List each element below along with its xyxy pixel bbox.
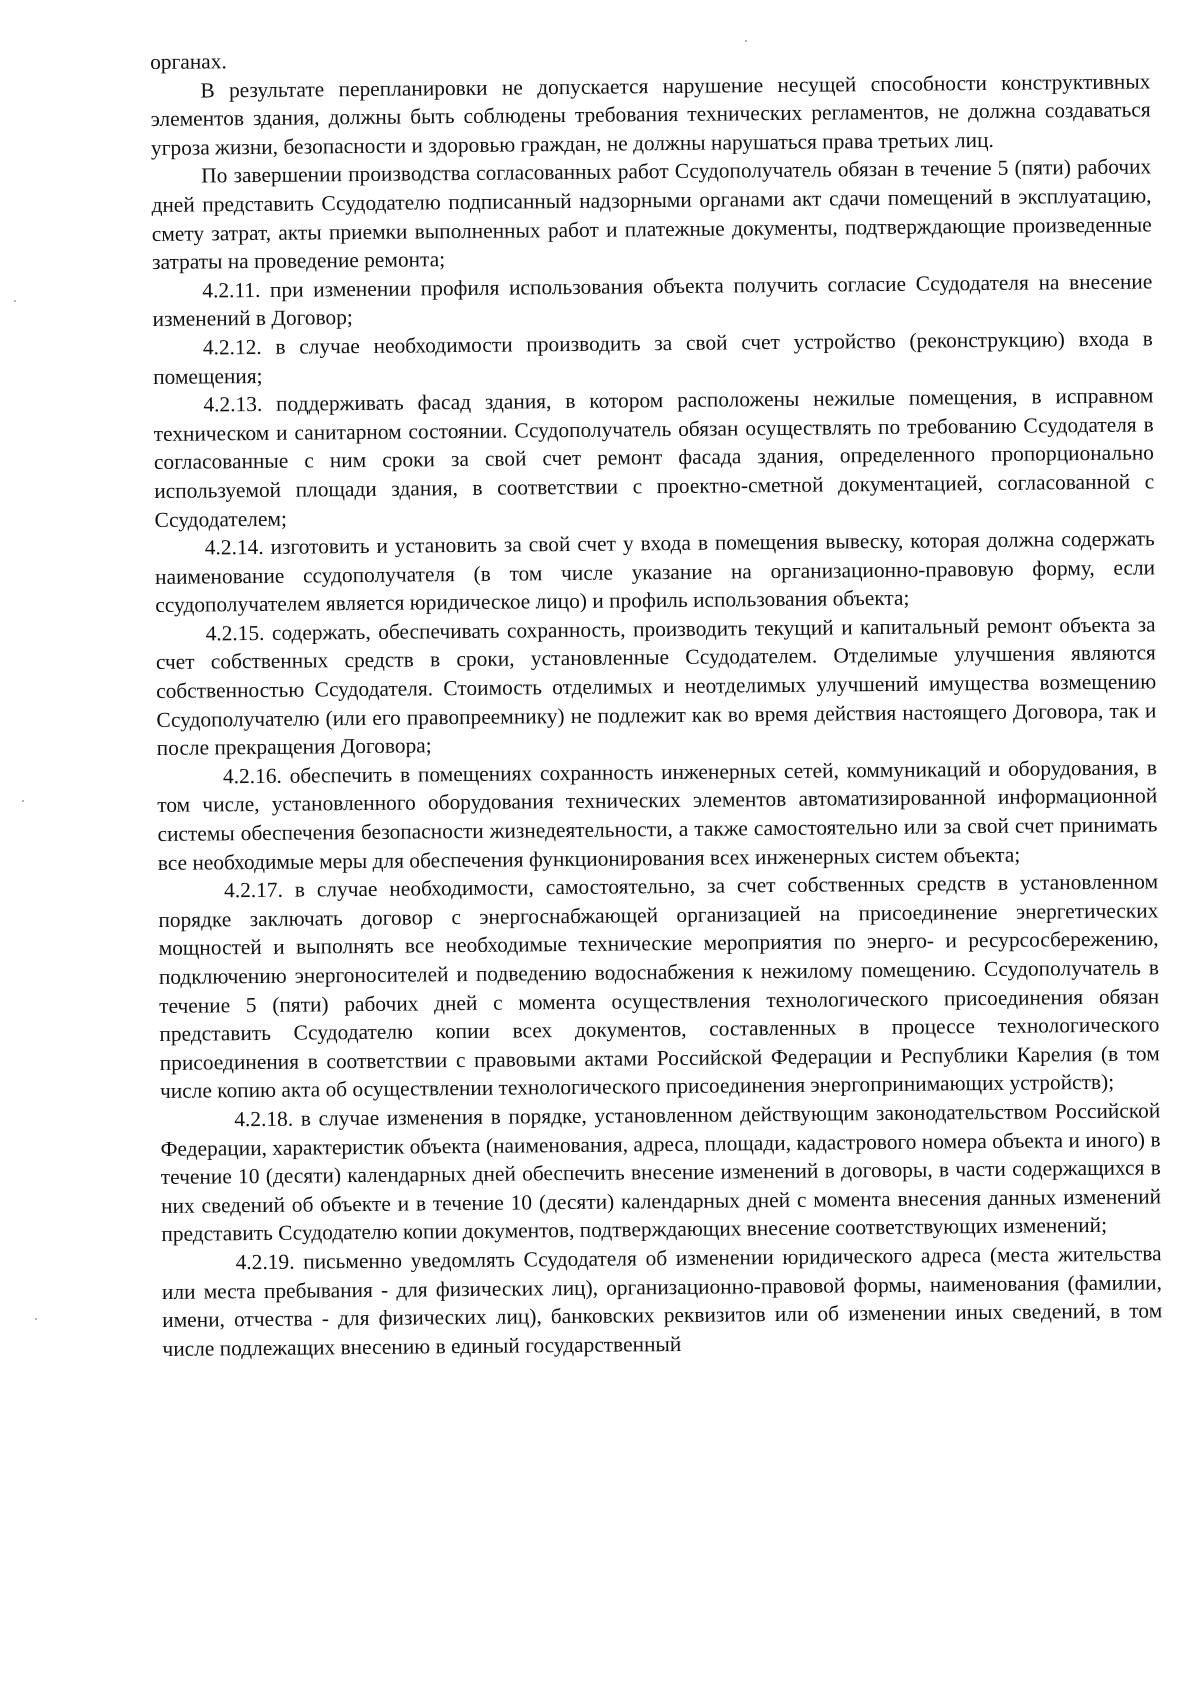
clause-4-2-16: 4.2.16. обеспечить в помещениях сохранность инженерных сетей, коммуникаций и оборудования, в том числе, установленного оборудования технических элементов автоматизированной информационной системы обеспечения безопасности жизнедеятельности, а также самостоятельно или за свой счет принимать все необходимые меры для обеспечения функционирования всех инженерных систем объекта;	[157, 755, 1158, 875]
scan-speck	[14, 300, 16, 302]
clause-4-2-14: 4.2.14. изготовить и установить за свой счет у входа в помещения вывеску, которая должна содержать наименование ссудополучателя (в том числе указание на организационно-правовую форму, если ссудополучателем является юридическое лицо) и профиль использования объекта;	[154, 526, 1156, 618]
clause-4-2-17: 4.2.17. в случае необходимости, самостоятельно, за счет собственных средств в установленном порядке заключать договор с энергоснабжающей организацией на присоединение энергетических мощностей и выполнять все необходимые технические мероприятия по энерго- и ресурсосбережению, подключению энергоносителей и подведению водоснабжения к нежилому помещению. Ссудополучатель в течение 5 (пяти) рабочих дней с момента осуществления технологического присоединения обязан представить Ссудодателю копии всех документов, составленных в процессе технологического присоединения в соответствии с правовыми актами Российской Федерации и Республики Карелия (в том числе копию акта об осуществлении технологического присоединения энергопринимающих устройств);	[158, 869, 1160, 1104]
clause-4-2-12: 4.2.12. в случае необходимости производить за свой счет устройство (реконструкцию) входа в помещения;	[153, 326, 1153, 389]
paragraph-redevelopment-requirements: В результате перепланировки не допускается нарушение несущей способности конструктивных элементов здания, должны быть соблюдены требования технических регламентов, не должна создаваться угроза жизни, безопасности и здоровью граждан, не должны нарушаться права третьих лиц.	[150, 68, 1151, 160]
clause-4-2-11: 4.2.11. при изменении профиля использования объекта получить согласие Ссудодателя на внесение изменений в Договор;	[152, 269, 1153, 332]
clause-4-2-15: 4.2.15. содержать, обеспечивать сохранность, производить текущий и капитальный ремонт объекта за счет собственных средств в сроки, установленные Ссудодателем. Отделимые улучшения являются собственностью Ссудодателя. Стоимость отделимых и неотделимых улучшений имущества возмещению Ссудополучателю (или его правопреемнику) не подлежит как во время действия настоящего Договора, так и после прекращения Договора;	[155, 612, 1157, 761]
scan-speck	[35, 1318, 37, 1320]
paragraph-fragment: органах.	[150, 49, 227, 74]
clause-4-2-13: 4.2.13. поддерживать фасад здания, в котором расположены нежилые помещения, в исправном техническом и санитарном состоянии. Ссудополучатель обязан осуществлять по требованию Ссудодателя в согласованные с ним сроки за свой счет ремонт фасада здания, определенного пропорционально используемой площади здания, в соответствии с проектно-сметной документацией, согласованной с Ссудодателем;	[153, 383, 1155, 532]
document-page	[150, 38, 1163, 1363]
scan-speck	[22, 800, 24, 802]
paragraph-works-completion: По завершении производства согласованных работ Ссудополучатель обязан в течение 5 (пяти) рабочих дней представить Ссудодателю подписанный надзорными органами акт сдачи помещений в эксплуатацию, смету затрат, акты приемки выполненных работ и платежные документы, подтверждающие произведенные затраты на проведение ремонта;	[151, 154, 1152, 275]
scan-speck	[745, 40, 747, 42]
clause-4-2-18: 4.2.18. в случае изменения в порядке, установленном действующим законодательством Российской Федерации, характеристик объекта (наименования, адреса, площади, кадастрового номера объекта и иного) в течение 10 (десяти) календарных дней обеспечить внесение изменений в договоры, в части содержащихся в них сведений об объекте и в течение 10 (десяти) календарных дней с момента внесения данных изменений представить Ссудодателю копии документов, подтверждающих внесение соответствующих изменений;	[160, 1098, 1162, 1247]
clause-4-2-19: 4.2.19. письменно уведомлять Ссудодателя об изменении юридического адреса (места жительства или места пребывания - для физических лиц), организационно-правовой формы, наименования (фамилии, имени, отчества - для физических лиц), банковских реквизитов или об изменении иных сведений, в том числе подлежащих внесению в единый государственный	[161, 1241, 1163, 1361]
